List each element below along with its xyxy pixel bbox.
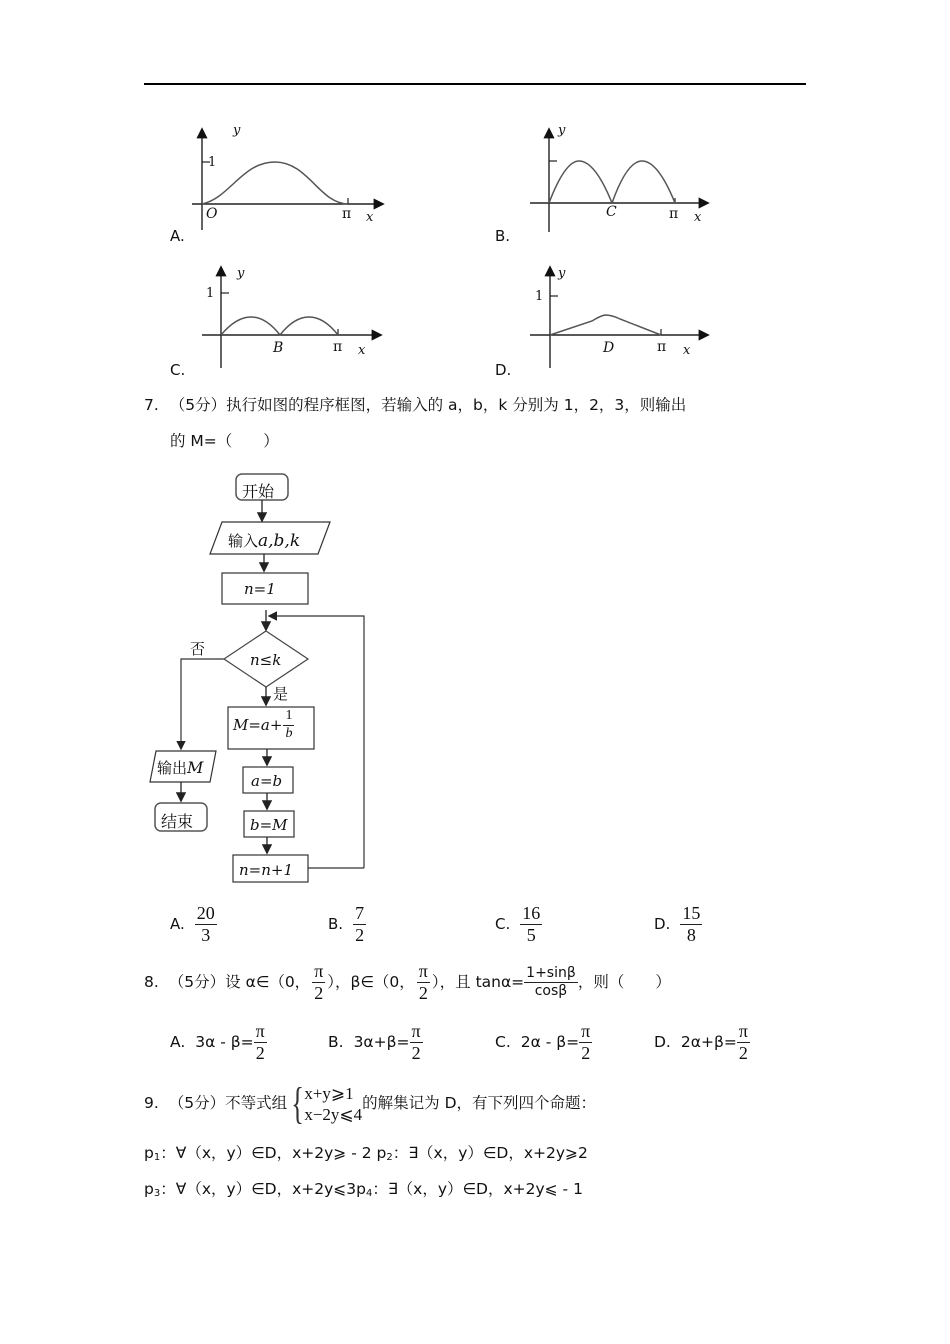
q8-stem [144, 962, 671, 1003]
y-axis-label: y [558, 123, 566, 138]
frac-den: 2 [581, 1042, 591, 1063]
q9-stem [144, 1079, 597, 1128]
x-axis-label: x [694, 210, 702, 225]
mid-point-label: B [273, 340, 284, 356]
frac-den: b [285, 725, 293, 741]
graph-c-plot [150, 262, 390, 372]
question-score: （5分） [168, 972, 226, 991]
origin-label: O [206, 206, 218, 222]
header-rule [144, 83, 806, 85]
init-node: n=1 [244, 580, 276, 598]
input-label: 输入 [228, 532, 259, 550]
p-subscript: 3 [153, 1188, 161, 1199]
frac-num: 16 [522, 903, 541, 923]
frac-num: π [314, 961, 324, 981]
q7-text: 执行如图的程序框图，若输入的 a，b，k 分别为 1，2，3，则输出 [226, 396, 687, 414]
frac-den: 2 [255, 1042, 265, 1063]
frac-den: 2 [738, 1042, 748, 1063]
frac-den: 2 [418, 982, 428, 1003]
pi-over-2 [417, 962, 430, 1003]
frac-num: 1 [283, 709, 294, 726]
option-expr: 3α - β= [195, 1032, 254, 1051]
graph-option-d [520, 262, 720, 372]
graph-a-plot [150, 118, 390, 238]
frac-num: 20 [196, 903, 215, 923]
q7-stem-line2: 的 M=（ ） [170, 432, 279, 450]
q8-text-part4: ，则（ ） [577, 972, 671, 991]
p-subscript: 4 [366, 1188, 373, 1199]
q7-option-b[interactable] [328, 904, 366, 945]
q7-stem-line1 [144, 398, 686, 414]
condition-node: n≤k [250, 651, 282, 669]
q8-option-b[interactable] [328, 1022, 423, 1063]
pi-over-2 [312, 962, 325, 1003]
option-expr: 2α+β= [680, 1032, 737, 1051]
p-text: ：∃（x，y）∈D，x+2y⩽ - 1 [372, 1180, 583, 1198]
frac-den: 2 [355, 924, 365, 945]
proposition-p1 [144, 1144, 377, 1162]
p-text: ：∀（x，y）∈D，x+2y⩽3 [160, 1180, 357, 1198]
increment-n-node: n=n+1 [239, 861, 294, 879]
y-tick-label: 1 [208, 155, 217, 170]
q9-propositions-line2 [144, 1182, 583, 1199]
frac-den: 8 [686, 924, 696, 945]
p-subscript: 2 [386, 1152, 393, 1163]
option-label: C. [495, 1032, 511, 1051]
y-axis-label: y [233, 123, 241, 138]
option-fraction [579, 1022, 592, 1063]
option-fraction [254, 1022, 267, 1063]
option-label: B. [328, 915, 344, 934]
option-d-label: D. [495, 361, 512, 379]
p-text: ：∃（x，y）∈D，x+2y⩾2 [392, 1144, 588, 1162]
question-number: 9. [144, 1094, 159, 1113]
option-label: D. [654, 1032, 671, 1051]
output-label: 输出 [157, 759, 188, 777]
q9-prefix: 不等式组 [225, 1094, 288, 1113]
option-fraction [737, 1022, 750, 1063]
q9-propositions-line1 [144, 1146, 588, 1163]
frac-den: 5 [526, 924, 536, 945]
mid-point-label: D [603, 340, 615, 356]
option-label: A. [170, 915, 185, 934]
option-fraction [410, 1022, 423, 1063]
output-var: M [187, 758, 204, 777]
output-node [157, 757, 203, 778]
x-axis-label: x [366, 210, 374, 225]
frac-num: π [418, 961, 428, 981]
question-score: （5分） [169, 396, 227, 414]
p-label: p [144, 1144, 154, 1162]
x-axis-label: x [358, 343, 366, 358]
p-subscript: 1 [153, 1152, 161, 1163]
inequality-list [304, 1083, 362, 1126]
inequality-system [287, 1079, 363, 1128]
proposition-p3 [144, 1180, 356, 1198]
input-vars: a,b,k [258, 531, 301, 551]
option-c-label: C. [170, 361, 186, 379]
frac-den: cosβ [534, 982, 568, 999]
inequality-2: x−2y⩽4 [304, 1105, 363, 1124]
start-node: 开始 [242, 482, 275, 501]
option-label: D. [654, 915, 671, 934]
input-node [228, 530, 300, 551]
q7-option-c[interactable] [495, 904, 542, 945]
p-label: p [376, 1144, 387, 1162]
frac-num: 1+sinβ [526, 965, 576, 982]
y-axis-label: y [237, 266, 245, 281]
p-text: ：∀（x，y）∈D，x+2y⩾ - 2 [160, 1144, 377, 1162]
x-end-label: π [657, 339, 667, 355]
end-node: 结束 [161, 812, 194, 831]
graph-option-a [150, 118, 390, 238]
q7-option-a[interactable] [170, 904, 217, 945]
option-fraction [353, 904, 366, 945]
option-label: C. [495, 915, 511, 934]
x-axis-label: x [683, 343, 691, 358]
question-number: 7. [144, 396, 159, 414]
compute-m-lhs: M=a+ [233, 716, 283, 735]
frac-num: π [581, 1021, 591, 1041]
frac-num: 15 [682, 903, 701, 923]
frac-den: 2 [411, 1042, 421, 1063]
option-label: B. [328, 1032, 344, 1051]
option-b-label: B. [495, 227, 511, 245]
x-end-label: π [342, 206, 352, 222]
frac-num: π [411, 1021, 421, 1041]
frac-num: 7 [355, 903, 365, 923]
q8-text-part1: 设 α∈（0， [225, 972, 311, 991]
option-fraction [680, 904, 702, 945]
tan-fraction [524, 966, 578, 998]
q9-suffix: 的解集记为 D，有下列四个命题： [362, 1094, 597, 1113]
question-number: 8. [144, 972, 159, 991]
proposition-p4 [356, 1180, 583, 1198]
q8-option-c[interactable] [495, 1022, 592, 1063]
q8-option-d[interactable] [654, 1022, 750, 1063]
graph-option-b [520, 118, 720, 238]
option-fraction [195, 904, 217, 945]
y-axis-label: y [558, 266, 566, 281]
frac-num: π [255, 1021, 265, 1041]
option-fraction [520, 904, 542, 945]
proposition-p2 [377, 1144, 588, 1162]
inequality-1: x+y⩾1 [304, 1083, 354, 1103]
p-label: p [144, 1180, 154, 1198]
option-a-label: A. [170, 227, 185, 245]
x-end-label: π [333, 339, 343, 355]
one-over-b [283, 709, 294, 741]
mid-point-label: C [606, 204, 617, 220]
compute-m-node [233, 709, 294, 741]
graph-option-c [150, 262, 390, 372]
option-expr: 2α - β= [520, 1032, 580, 1051]
y-tick-label: 1 [535, 289, 544, 304]
frac-den: 3 [201, 924, 211, 945]
x-end-label: π [669, 206, 679, 222]
q8-option-a[interactable] [170, 1022, 267, 1063]
frac-num: π [738, 1021, 748, 1041]
yes-branch-label: 是 [273, 685, 289, 703]
q7-option-d[interactable] [654, 904, 702, 945]
q8-text-part3: ），且 tanα= [431, 972, 525, 991]
assign-b-node: b=M [250, 816, 288, 834]
no-branch-label: 否 [190, 640, 206, 658]
y-tick-label: 1 [206, 286, 215, 301]
question-score: （5分） [168, 1094, 226, 1113]
q8-text-part2: ），β∈（0， [327, 972, 415, 991]
p-label: p [356, 1180, 366, 1198]
option-expr: 3α+β= [353, 1032, 410, 1051]
graph-b-plot [520, 118, 720, 238]
assign-a-node: a=b [251, 772, 283, 790]
frac-den: 2 [314, 982, 324, 1003]
option-label: A. [170, 1032, 186, 1051]
program-flowchart [140, 466, 380, 890]
left-brace: { [291, 1079, 305, 1128]
